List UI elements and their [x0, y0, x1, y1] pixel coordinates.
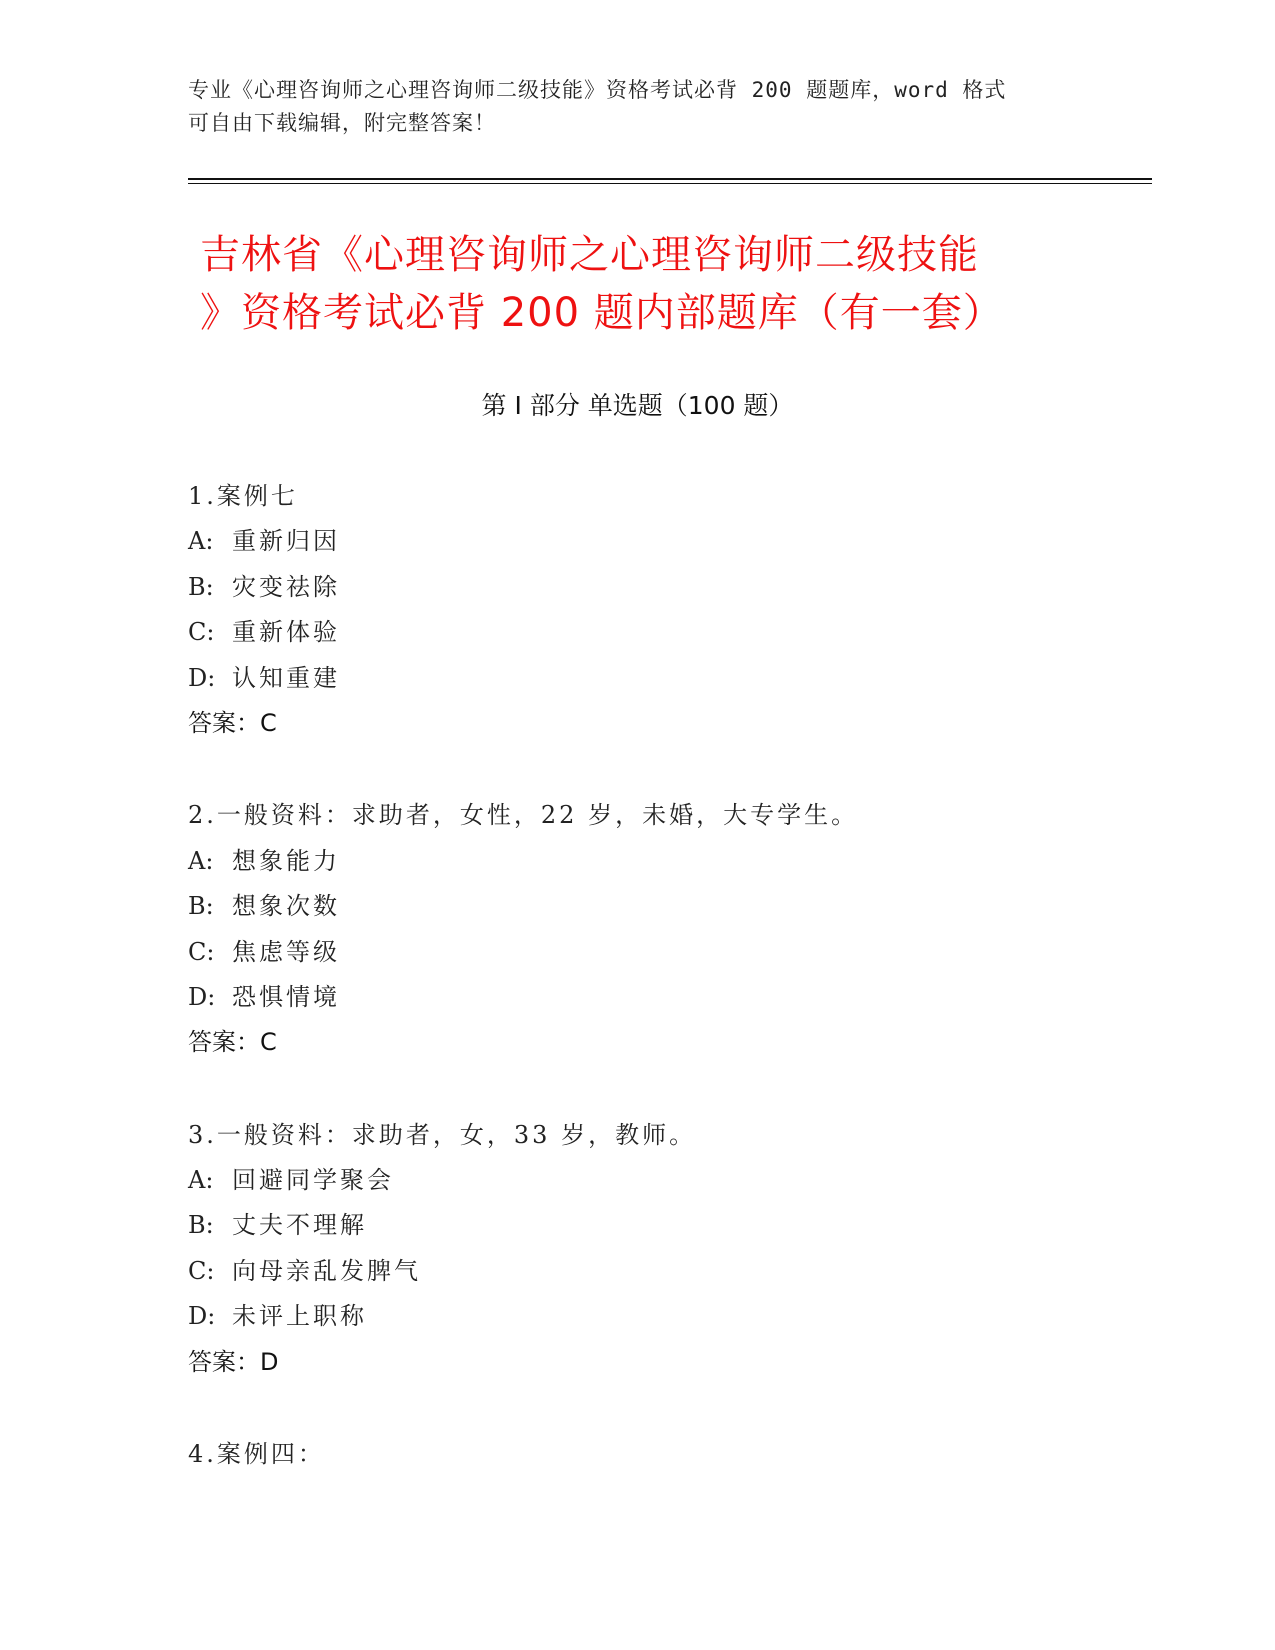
option-letter: C: [188, 937, 215, 966]
option-letter: A: [188, 1166, 214, 1195]
header-note-line-2: 可自由下载编辑，附完整答案！ [188, 111, 496, 135]
option-text: 焦虑等级 [232, 937, 340, 966]
question-stem: 1.案例七 [188, 482, 298, 510]
option-b [188, 565, 1088, 610]
document-title-line-1: 吉林省《心理咨询师之心理咨询师二级技能 [200, 232, 979, 278]
option-letter: D: [188, 663, 216, 692]
option-text: 未评上职称 [232, 1302, 367, 1331]
option-c [188, 930, 1088, 975]
option-letter: B: [188, 1211, 214, 1240]
answer: 答案：C [188, 1028, 277, 1057]
question-list [188, 474, 1088, 1524]
question-4 [188, 1432, 1088, 1477]
option-letter: B: [188, 892, 214, 921]
option-text: 丈夫不理解 [232, 1211, 367, 1240]
option-b [188, 1203, 1088, 1248]
document-title-line-2: 》资格考试必背 200 题内部题库（有一套） [200, 290, 1004, 336]
option-a [188, 839, 1088, 884]
header-divider-thin [188, 183, 1152, 184]
option-text: 想象次数 [232, 892, 340, 921]
option-letter: A: [188, 846, 214, 875]
option-d [188, 656, 1088, 701]
question-stem: 3.一般资料：求助者，女，33 岁，教师。 [188, 1120, 697, 1149]
header-note-line-1: 专业《心理咨询师之心理咨询师二级技能》资格考试必背 200 题题库，word 格式 [188, 78, 1007, 102]
question-stem: 2.一般资料：求助者，女性，22 岁，未婚，大专学生。 [188, 801, 859, 830]
option-letter: A: [188, 527, 214, 556]
section-heading: 第 I 部分 单选题（100 题） [481, 391, 794, 420]
option-c [188, 1249, 1088, 1294]
option-a [188, 519, 1088, 564]
question-1 [188, 474, 1088, 746]
document-title [200, 226, 1100, 342]
header-divider-thick [188, 178, 1152, 180]
question-2 [188, 793, 1088, 1065]
question-stem: 4.案例四： [188, 1440, 325, 1469]
option-text: 想象能力 [232, 846, 340, 875]
option-text: 重新体验 [232, 618, 340, 647]
option-letter: C: [188, 618, 215, 647]
answer: 答案：D [188, 1347, 279, 1376]
answer: 答案：C [188, 708, 277, 737]
option-text: 重新归因 [232, 527, 340, 556]
option-letter: D: [188, 982, 216, 1011]
option-d [188, 1294, 1088, 1339]
option-letter: C: [188, 1256, 215, 1285]
option-text: 认知重建 [232, 663, 340, 692]
option-a [188, 1158, 1088, 1203]
option-b [188, 884, 1088, 929]
option-text: 回避同学聚会 [232, 1166, 394, 1195]
option-text: 向母亲乱发脾气 [232, 1256, 421, 1285]
option-text: 灾变祛除 [232, 572, 340, 601]
header-note [188, 74, 1088, 140]
option-letter: D: [188, 1302, 216, 1331]
option-c [188, 610, 1088, 655]
option-text: 恐惧情境 [232, 982, 340, 1011]
option-letter: B: [188, 572, 214, 601]
question-3 [188, 1113, 1088, 1385]
option-d [188, 975, 1088, 1020]
